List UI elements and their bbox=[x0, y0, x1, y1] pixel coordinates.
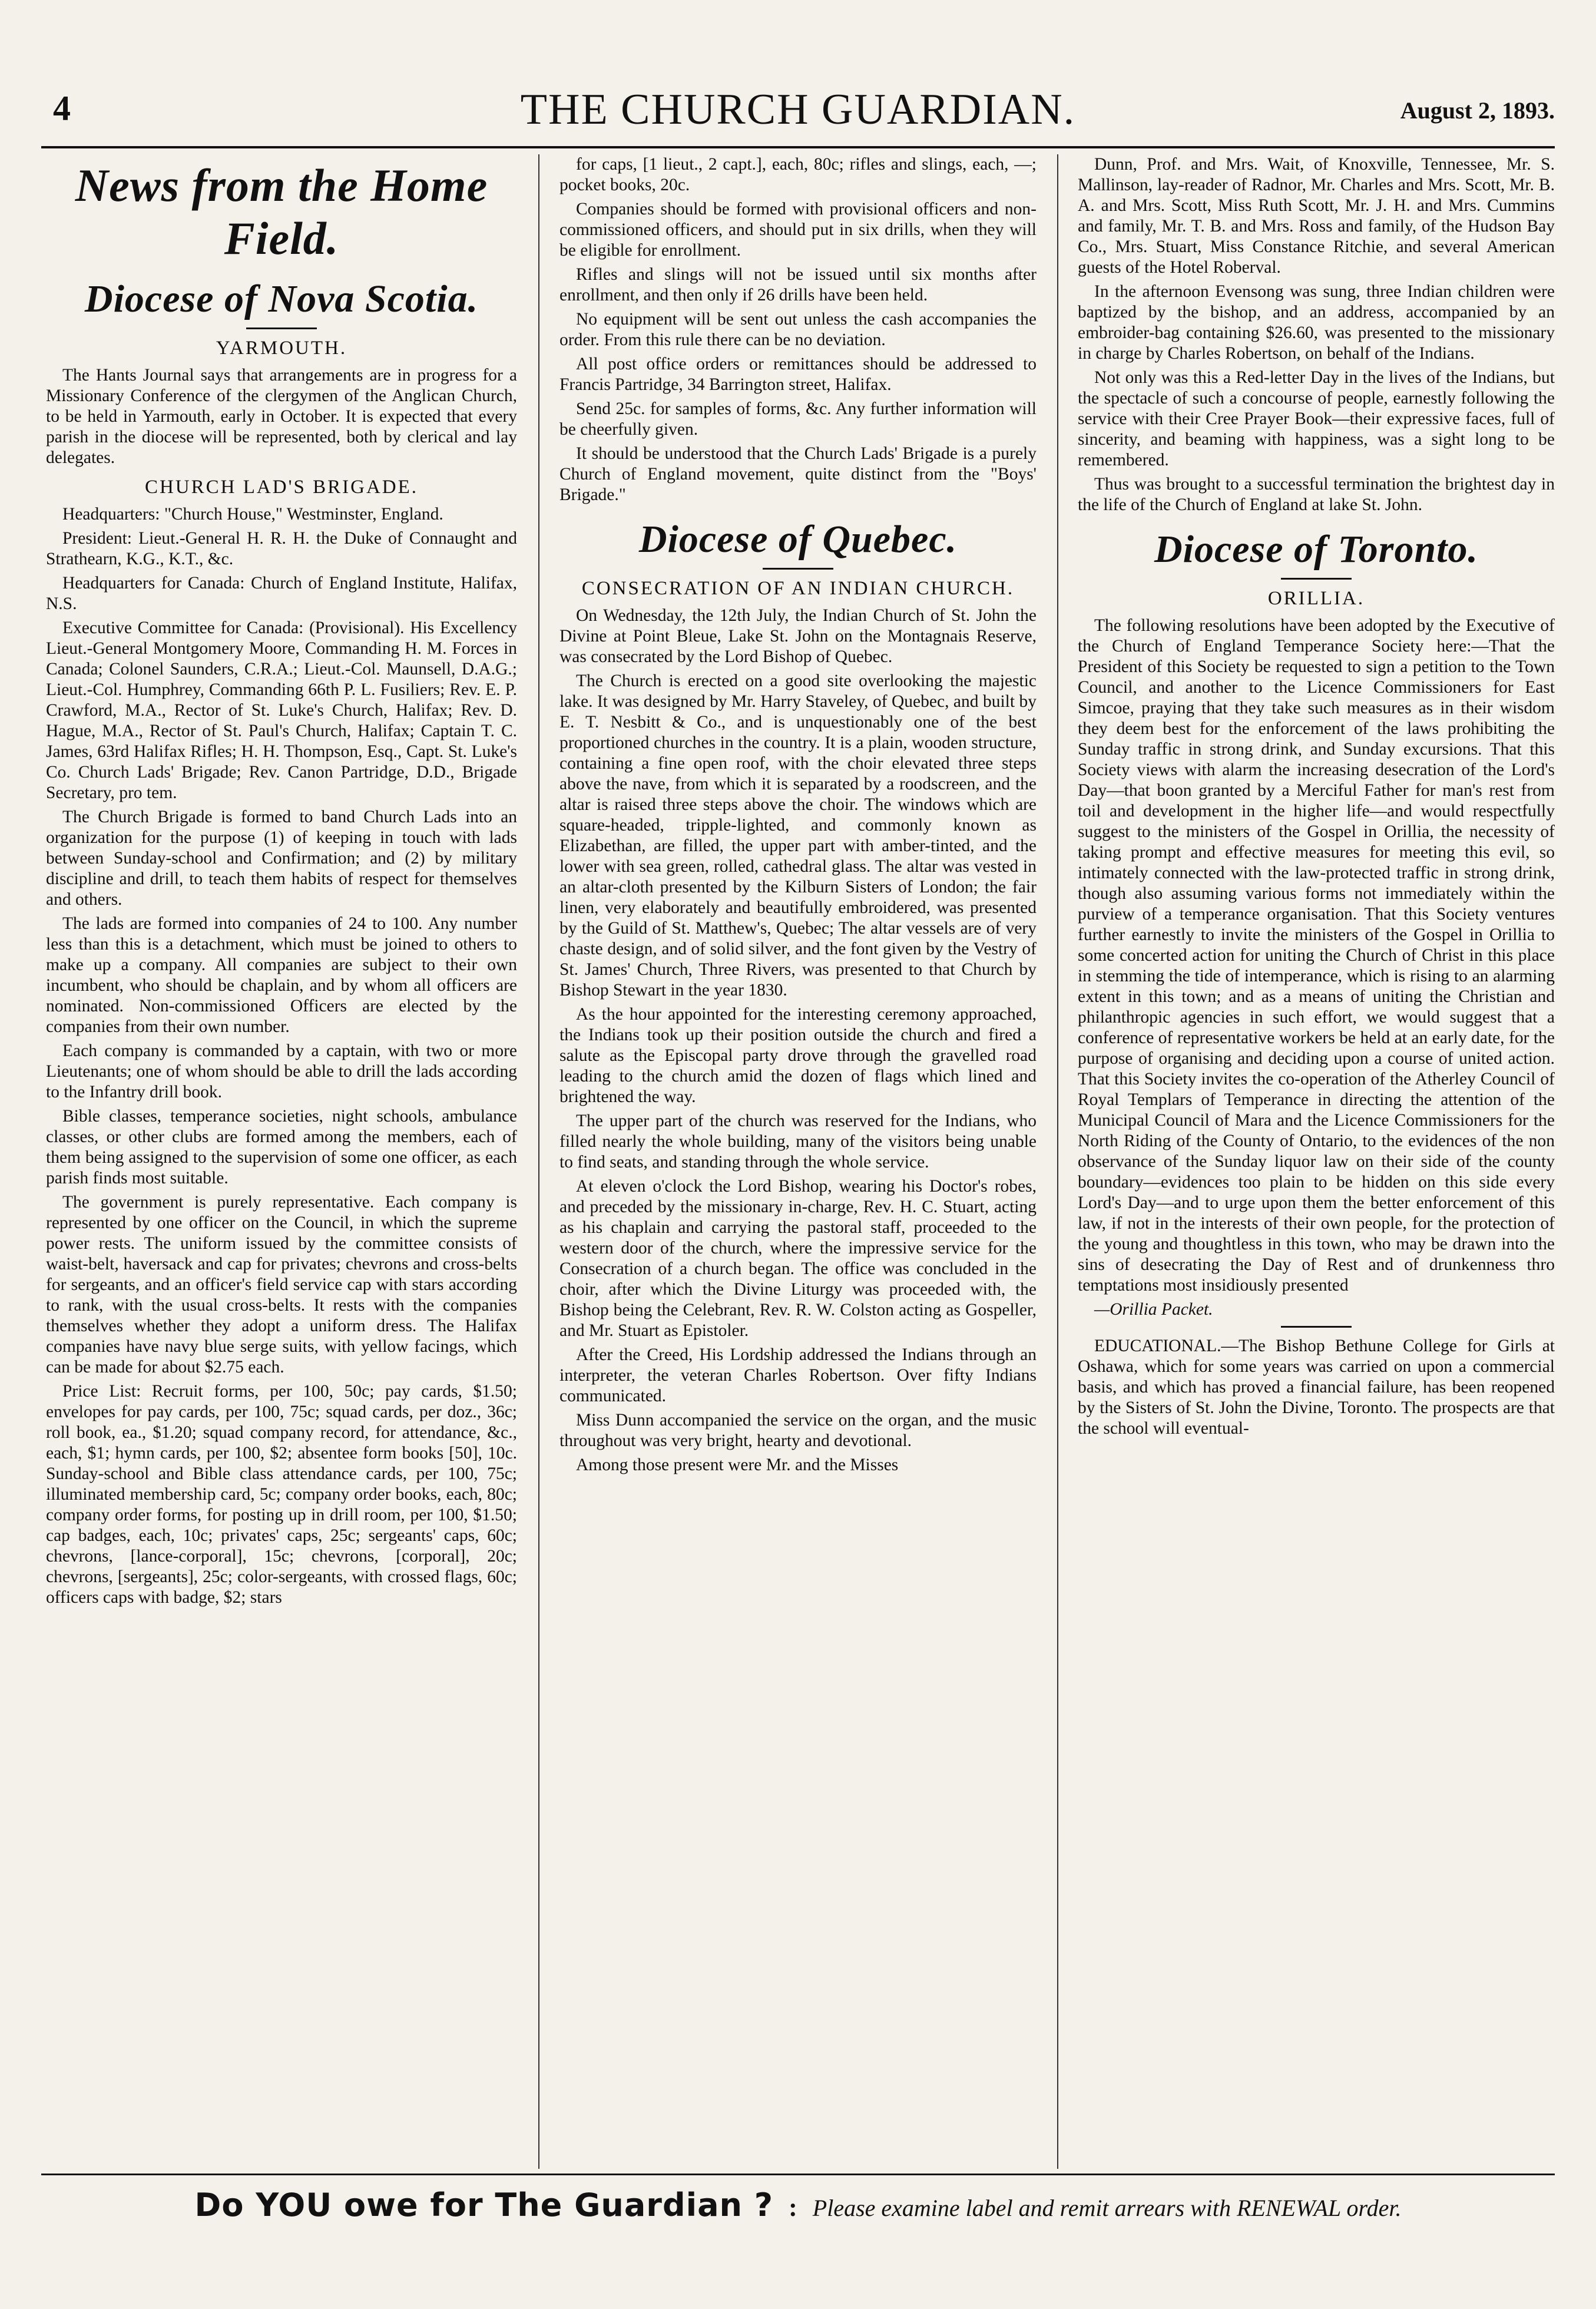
section-heading: News from the Home Field. bbox=[75, 160, 488, 264]
article-paragraph: President: Lieut.-General H. R. H. the Duke of Connaught and Strathearn, K.G., K.T., &c. bbox=[46, 529, 517, 568]
article-paragraph: Price List: Recruit forms, per 100, 50c; pay cards, $1.50; envelopes for pay cards, per 100, 75c; squad cards, per doz., 36c; roll book, ea., $1.20; squad company record, for attendance, &c., each, $1; hymn cards, per 100, $2; absentee form books [50], 10c. Sunday-school and Bible class attendance cards, per 100, 75c; illuminated membership card, 5c; company order books, each, 80c; company order forms, for posting up in drill room, per 100, $1.50; cap badges, each, 10c; privates' caps, 25c; sergeants' caps, 60c; chevrons, [lance-corporal], 15c; chevrons, [corporal], 20c; chevrons, [sergeants], 25c; color-sergeants, with crossed flags, 60c; officers caps with badge, $2; stars bbox=[46, 1382, 517, 1607]
article-subheading: YARMOUTH. bbox=[216, 338, 347, 359]
footer-banner bbox=[0, 2186, 1596, 2224]
section-rule bbox=[1281, 1326, 1352, 1328]
article-subheading: CHURCH LAD'S BRIGADE. bbox=[144, 477, 419, 498]
article-paragraph: In the afternoon Evensong was sung, three Indian children were baptized by the bishop, and an address, accompanied by an embroider-bag containing $26.60, was presented to the missionary in charge by Charles Robertson, on behalf of the Indians. bbox=[1078, 282, 1555, 363]
article-paragraph: Dunn, Prof. and Mrs. Wait, of Knoxville, Tennessee, Mr. S. Mallinson, lay-reader of Radnor, Mr. Charles and Mrs. Scott, Mr. B. A. and Mrs. Scott, Miss Ruth Scott, Mr. J. H. and Mrs. Cummins and family, Mr. T. B. and Mrs. Ross and family, of the Hudson Bay Co., Mrs. Stuart, Miss Constance Ritchie, and several American guests of the Hotel Roberval. bbox=[1078, 155, 1555, 277]
diocese-heading: Diocese of Toronto. bbox=[1154, 528, 1479, 571]
diocese-heading: Diocese of Nova Scotia. bbox=[84, 277, 479, 320]
article-paragraph: The Church is erected on a good site overlooking the majestic lake. It was designed by Mr. Harry Staveley, of Quebec, and built by E. T. Nesbitt & Co., and is unquestionably one of the best proportioned churches in the country. It is a plain, wooden structure, containing a fine open roof, with the choir elevated three steps above the nave, from which it is separated by a roodscreen, and the altar is raised three steps above the choir. The windows which are square-headed, tripple-lighted, and commonly known as Elizabethan, are filled, the upper part with amber-tinted, and the lower with sea green, rolled, cathedral glass. The altar was vested in an altar-cloth presented by the Kilburn Sisters of London; the fair linen, very elaborately and beautifully embroidered, was presented by the Guild of St. Matthew's, Quebec; The altar vessels are of very chaste design, and of solid silver, and the font given by the Vestry of St. James' Church, Three Rivers, was presented to that Church by Bishop Stewart in the year 1830. bbox=[559, 671, 1037, 1000]
column-2 bbox=[559, 154, 1037, 2169]
footer-rule bbox=[41, 2174, 1555, 2175]
article-subheading: ORILLIA. bbox=[1267, 588, 1365, 609]
diocese-heading: Diocese of Quebec. bbox=[638, 518, 958, 561]
article-paragraph: On Wednesday, the 12th July, the Indian Church of St. John the Divine at Point Bleue, Lake St. John on the Montagnais Reserve, was consecrated by the Lord Bishop of Quebec. bbox=[559, 606, 1037, 666]
article-paragraph: Headquarters for Canada: Church of England Institute, Halifax, N.S. bbox=[46, 574, 517, 613]
article-paragraph: All post office orders or remittances should be addressed to Francis Partridge, 34 Barrington street, Halifax. bbox=[559, 355, 1037, 394]
source-credit: —Orillia Packet. bbox=[1094, 1300, 1213, 1319]
article-paragraph: Headquarters: "Church House," Westminster, England. bbox=[62, 505, 443, 524]
article-paragraph: The lads are formed into companies of 24 to 100. Any number less than this is a detachment, which must be joined to others to make up a company. All companies are subject to their own incumbent, who should be chaplain, and by whom all officers are nominated. Non-commissioned Officers are elected by the companies from their own number. bbox=[46, 914, 517, 1036]
article-paragraph: The government is purely representative. Each company is represented by one officer on the Council, in which the supreme power rests. The uniform issued by the committee consists of waist-belt, haversack and cap for privates; chevrons and cross-belts for sergeants, and an officer's field service cap with stars according to rank, with the usual cross-belts. It rests with the companies themselves whether they adopt a uniform dress. The Halifax companies have navy blue serge suits, with yellow facings, which can be made for about $2.75 each. bbox=[46, 1193, 517, 1377]
article-paragraph: The upper part of the church was reserved for the Indians, who filled nearly the whole building, many of the visitors being unable to find seats, and standing through the whole service. bbox=[559, 1112, 1037, 1172]
section-rule bbox=[246, 328, 317, 329]
article-paragraph: Each company is commanded by a captain, with two or more Lieutenants; one of whom should be able to drill the lads according to the Infantry drill book. bbox=[46, 1041, 517, 1101]
issue-date: August 2, 1893. bbox=[1400, 97, 1555, 124]
page-number: 4 bbox=[53, 89, 71, 128]
article-paragraph: The Hants Journal says that arrangements are in progress for a Missionary Conference of the clergymen of the Anglican Church, to be held in Yarmouth, early in October. It is expected that every parish in the diocese will be represented, both by clerical and lay delegates. bbox=[46, 366, 517, 467]
article-subheading: CONSECRATION OF AN INDIAN CHURCH. bbox=[581, 578, 1015, 599]
article-paragraph: It should be understood that the Church Lads' Brigade is a purely Church of England movement, quite distinct from the "Boys' Brigade." bbox=[559, 444, 1037, 504]
masthead-rule bbox=[41, 146, 1555, 148]
article-paragraph: At eleven o'clock the Lord Bishop, wearing his Doctor's robes, and preceded by the missionary in-charge, Rev. H. C. Stuart, acting as his chaplain and carrying the pastoral staff, proceeded to the western door of the church, where the impressive service for the Consecration of a church began. The office was concluded in the choir, after which the Divine Liturgy was proceeded with, the Bishop being the Celebrant, Rev. R. W. Colston acting as Gospeller, and Mr. Stuart as Epistoler. bbox=[559, 1177, 1037, 1340]
article-paragraph: Thus was brought to a successful termination the brightest day in the life of the Church of England at lake St. John. bbox=[1078, 475, 1555, 514]
article-paragraph: Rifles and slings will not be issued until six months after enrollment, and then only if 26 drills have been held. bbox=[559, 265, 1037, 305]
article-paragraph: No equipment will be sent out unless the cash accompanies the order. From this rule there can be no deviation. bbox=[559, 310, 1037, 349]
article-paragraph: EDUCATIONAL.—The Bishop Bethune College for Girls at Oshawa, which for some years was carried on upon a commercial basis, and which has proved a financial failure, has been reopened by the Sisters of St. John the Divine, Toronto. The prospects are that the school will eventual- bbox=[1078, 1337, 1555, 1438]
column-1 bbox=[46, 154, 517, 2169]
article-paragraph: Not only was this a Red-letter Day in the lives of the Indians, but the spectacle of such a concourse of people, earnestly following the service with their Cree Prayer Book—their expressive faces, full of sincerity, and beaming with happiness, was a sight long to be remembered. bbox=[1078, 368, 1555, 469]
section-rule bbox=[1281, 578, 1352, 580]
article-paragraph: for caps, [1 lieut., 2 capt.], each, 80c; rifles and slings, each, —; pocket books, 20c. bbox=[559, 155, 1037, 194]
article-paragraph: Send 25c. for samples of forms, &c. Any further information will be cheerfully given. bbox=[559, 399, 1037, 439]
article-paragraph: Among those present were Mr. and the Misses bbox=[576, 1455, 899, 1474]
column-divider bbox=[538, 154, 539, 2169]
article-paragraph: Executive Committee for Canada: (Provisional). His Excellency Lieut.-General Montgomery Moore, Commanding H. M. Forces in Canada; Colonel Saunders, C.R.A.; Lieut.-Col. Maunsell, D.A.G.; Lieut.-Col. Humphrey, Commanding 66th P. L. Fusiliers; Rev. E. P. Crawford, M.A., Rector of St. Luke's Church, Halifax; Rev. D. Hague, M.A., Rector of St. Paul's Church, Halifax; Captain T. C. James, 63rd Halifax Rifles; H. H. Thompson, Esq., Capt. St. Luke's Co. Church Lads' Brigade; Rev. Canon Partridge, D.D., Brigade Secretary, pro tem. bbox=[46, 618, 517, 802]
masthead bbox=[41, 77, 1555, 141]
column-3 bbox=[1078, 154, 1555, 2169]
newspaper-title: THE CHURCH GUARDIAN. bbox=[520, 85, 1076, 134]
footer-separator: : bbox=[789, 2193, 797, 2222]
article-paragraph: The following resolutions have been adopted by the Executive of the Church of England Temperance Society here:—That the President of this Society be requested to sign a petition to the Town Council, and another to the Licence Commissioners for East Simcoe, praying that they take such measures as in their wisdom they deem best for the enforcement of the laws prohibiting the Sunday traffic in strong drink, and Sunday excursions. That this Society views with alarm the increasing desecration of the Lord's Day—that boon granted by a Merciful Father for man's rest from toil and development in the higher life—and would respectfully suggest to the ministers of the Gospel in Orillia, the necessity of taking prompt and effective measures for meeting this evil, so intimately connected with the law-protected traffic in strong drink, though also assuming various forms not immediately within the purview of a temperance organisation. That this Society ventures further earnestly to invite the ministers of the Gospel in Orillia to some concerted action for uniting the Church of Christ in this place in stemming the tide of intemperance, which is rising to an alarming extent in this town; and as a means of uniting the Christian and philanthropic agencies in such effort, we would suggest that a conference of representative workers be held at an early date, for the purpose of organising and deciding upon a course of united action. That this Society invites the co-operation of the Atherley Council of Royal Templars of Temperance in directing the attention of the Municipal Council of Mara and the Licence Commissioners for the North Riding of the County of Ontario, to the evidences of the non observance of the Sunday liquor law on their side of the county boundary—evidences too plain to be hidden on this side every Lord's Day—and to urge upon them the better enforcement of this law, if not in the interests of their own people, for the protection of the young and thoughtless in this town, who may be drawn into the sins of desecrating the Day of Rest and of drunkenness thro temptations most insidiously presented bbox=[1078, 616, 1555, 1295]
article-paragraph: As the hour appointed for the interesting ceremony approached, the Indians took up their position outside the church and fired a salute as the Episcopal party drove through the gravelled road leading to the church amid the dozen of flags which lined and brightened the way. bbox=[559, 1005, 1037, 1106]
subscription-reminder: Do YOU owe for The Guardian ? bbox=[194, 2186, 774, 2224]
section-rule bbox=[763, 568, 833, 570]
column-divider bbox=[1057, 154, 1058, 2169]
article-paragraph: Miss Dunn accompanied the service on the organ, and the music throughout was very bright, hearty and devotional. bbox=[559, 1411, 1037, 1450]
renewal-note: Please examine label and remit arrears with RENEWAL order. bbox=[812, 2195, 1402, 2221]
article-paragraph: After the Creed, His Lordship addressed the Indians through an interpreter, the veteran Charles Robertson. Over fifty Indians communicated. bbox=[559, 1345, 1037, 1405]
article-paragraph: The Church Brigade is formed to band Church Lads into an organization for the purpose (1) of keeping in touch with lads between Sunday-school and Confirmation; and (2) by military discipline and drill, to teach them habits of respect for themselves and others. bbox=[46, 808, 517, 909]
article-paragraph: Bible classes, temperance societies, night schools, ambulance classes, or other clubs are formed among the members, each of them being assigned to the supervision of some one officer, as each parish finds most suitable. bbox=[46, 1107, 517, 1187]
article-paragraph: Companies should be formed with provisional officers and non-commissioned officers, and should put in six drills, when they will be eligible for enrollment. bbox=[559, 200, 1037, 260]
